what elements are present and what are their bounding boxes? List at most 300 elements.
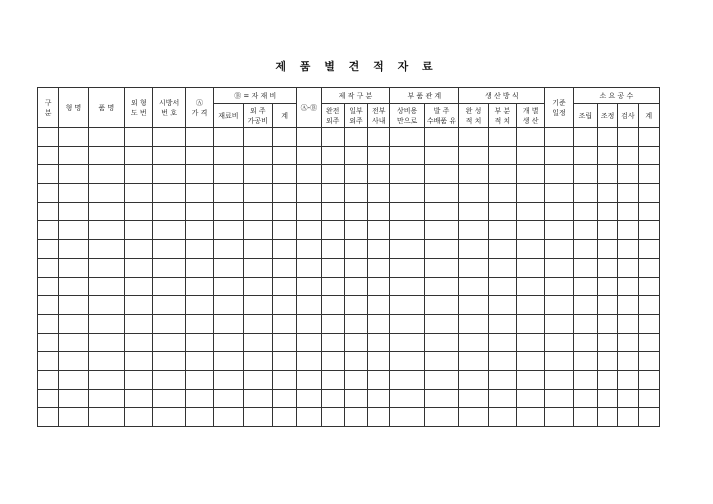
table-cell[interactable] — [297, 165, 321, 184]
table-cell[interactable] — [214, 258, 243, 277]
table-cell[interactable] — [88, 314, 124, 333]
table-cell[interactable] — [424, 258, 458, 277]
table-cell[interactable] — [243, 258, 272, 277]
table-cell[interactable] — [88, 296, 124, 315]
table-cell[interactable] — [424, 146, 458, 165]
table-cell[interactable] — [321, 184, 344, 203]
table-cell[interactable] — [488, 277, 516, 296]
table-cell[interactable] — [59, 352, 88, 371]
table-cell[interactable] — [125, 146, 153, 165]
table-cell[interactable] — [272, 333, 296, 352]
table-cell[interactable] — [185, 146, 213, 165]
table-cell[interactable] — [638, 370, 659, 389]
table-cell[interactable] — [638, 296, 659, 315]
table-cell[interactable] — [297, 370, 321, 389]
table-cell[interactable] — [344, 202, 367, 221]
table-cell[interactable] — [321, 277, 344, 296]
table-cell[interactable] — [153, 258, 185, 277]
table-cell[interactable] — [517, 202, 545, 221]
table-cell[interactable] — [573, 146, 597, 165]
table-cell[interactable] — [214, 146, 243, 165]
table-cell[interactable] — [153, 128, 185, 147]
table-cell[interactable] — [618, 258, 638, 277]
table-cell[interactable] — [598, 370, 618, 389]
table-cell[interactable] — [390, 389, 424, 408]
table-cell[interactable] — [59, 389, 88, 408]
table-cell[interactable] — [424, 165, 458, 184]
table-cell[interactable] — [545, 296, 573, 315]
table-cell[interactable] — [59, 165, 88, 184]
table-cell[interactable] — [272, 296, 296, 315]
table-cell[interactable] — [243, 296, 272, 315]
table-cell[interactable] — [243, 146, 272, 165]
table-cell[interactable] — [321, 370, 344, 389]
table-cell[interactable] — [125, 333, 153, 352]
table-cell[interactable] — [638, 165, 659, 184]
table-cell[interactable] — [214, 370, 243, 389]
table-cell[interactable] — [459, 128, 488, 147]
table-cell[interactable] — [545, 258, 573, 277]
table-cell[interactable] — [297, 352, 321, 371]
table-cell[interactable] — [185, 165, 213, 184]
table-cell[interactable] — [424, 240, 458, 259]
table-cell[interactable] — [618, 296, 638, 315]
table-cell[interactable] — [272, 221, 296, 240]
table-cell[interactable] — [214, 202, 243, 221]
table-cell[interactable] — [488, 370, 516, 389]
table-cell[interactable] — [424, 408, 458, 427]
table-cell[interactable] — [214, 389, 243, 408]
table-cell[interactable] — [368, 165, 390, 184]
table-cell[interactable] — [598, 352, 618, 371]
table-cell[interactable] — [59, 128, 88, 147]
table-cell[interactable] — [390, 408, 424, 427]
table-cell[interactable] — [321, 128, 344, 147]
table-cell[interactable] — [38, 202, 59, 221]
table-cell[interactable] — [573, 352, 597, 371]
table-cell[interactable] — [573, 333, 597, 352]
table-cell[interactable] — [459, 277, 488, 296]
table-cell[interactable] — [297, 296, 321, 315]
table-cell[interactable] — [618, 165, 638, 184]
table-cell[interactable] — [153, 146, 185, 165]
table-cell[interactable] — [185, 370, 213, 389]
table-cell[interactable] — [297, 184, 321, 203]
table-cell[interactable] — [424, 128, 458, 147]
table-cell[interactable] — [272, 184, 296, 203]
table-cell[interactable] — [243, 202, 272, 221]
table-cell[interactable] — [424, 389, 458, 408]
table-cell[interactable] — [297, 389, 321, 408]
table-cell[interactable] — [125, 370, 153, 389]
table-cell[interactable] — [297, 277, 321, 296]
table-cell[interactable] — [88, 128, 124, 147]
table-cell[interactable] — [368, 184, 390, 203]
table-cell[interactable] — [88, 184, 124, 203]
table-cell[interactable] — [638, 314, 659, 333]
table-cell[interactable] — [125, 202, 153, 221]
table-cell[interactable] — [545, 128, 573, 147]
table-cell[interactable] — [185, 352, 213, 371]
table-cell[interactable] — [459, 352, 488, 371]
table-cell[interactable] — [153, 184, 185, 203]
table-cell[interactable] — [598, 333, 618, 352]
table-cell[interactable] — [573, 408, 597, 427]
table-cell[interactable] — [243, 314, 272, 333]
table-cell[interactable] — [488, 184, 516, 203]
table-cell[interactable] — [59, 258, 88, 277]
table-cell[interactable] — [368, 370, 390, 389]
table-cell[interactable] — [390, 221, 424, 240]
table-cell[interactable] — [214, 296, 243, 315]
table-cell[interactable] — [368, 314, 390, 333]
table-cell[interactable] — [214, 221, 243, 240]
table-cell[interactable] — [390, 184, 424, 203]
table-cell[interactable] — [153, 202, 185, 221]
table-cell[interactable] — [243, 277, 272, 296]
table-cell[interactable] — [297, 314, 321, 333]
table-cell[interactable] — [390, 146, 424, 165]
table-cell[interactable] — [598, 221, 618, 240]
table-cell[interactable] — [573, 389, 597, 408]
table-cell[interactable] — [598, 165, 618, 184]
table-cell[interactable] — [618, 314, 638, 333]
table-cell[interactable] — [185, 258, 213, 277]
table-cell[interactable] — [88, 202, 124, 221]
table-cell[interactable] — [214, 333, 243, 352]
table-cell[interactable] — [59, 408, 88, 427]
table-cell[interactable] — [214, 128, 243, 147]
table-cell[interactable] — [125, 221, 153, 240]
table-cell[interactable] — [272, 128, 296, 147]
table-cell[interactable] — [488, 296, 516, 315]
table-cell[interactable] — [344, 296, 367, 315]
table-cell[interactable] — [517, 408, 545, 427]
table-cell[interactable] — [185, 128, 213, 147]
table-cell[interactable] — [214, 314, 243, 333]
table-cell[interactable] — [344, 146, 367, 165]
table-cell[interactable] — [638, 258, 659, 277]
table-cell[interactable] — [243, 408, 272, 427]
table-cell[interactable] — [344, 240, 367, 259]
table-cell[interactable] — [321, 408, 344, 427]
table-cell[interactable] — [598, 240, 618, 259]
table-cell[interactable] — [517, 352, 545, 371]
table-cell[interactable] — [459, 184, 488, 203]
table-cell[interactable] — [390, 333, 424, 352]
table-cell[interactable] — [38, 165, 59, 184]
table-cell[interactable] — [517, 333, 545, 352]
table-cell[interactable] — [488, 202, 516, 221]
table-cell[interactable] — [368, 408, 390, 427]
table-cell[interactable] — [59, 296, 88, 315]
table-cell[interactable] — [344, 352, 367, 371]
table-cell[interactable] — [368, 389, 390, 408]
table-cell[interactable] — [153, 165, 185, 184]
table-cell[interactable] — [368, 221, 390, 240]
table-cell[interactable] — [153, 277, 185, 296]
table-cell[interactable] — [321, 296, 344, 315]
table-cell[interactable] — [598, 202, 618, 221]
table-cell[interactable] — [598, 408, 618, 427]
table-cell[interactable] — [59, 370, 88, 389]
table-cell[interactable] — [38, 389, 59, 408]
table-cell[interactable] — [38, 184, 59, 203]
table-cell[interactable] — [573, 258, 597, 277]
table-cell[interactable] — [459, 333, 488, 352]
table-cell[interactable] — [59, 221, 88, 240]
table-cell[interactable] — [297, 408, 321, 427]
table-cell[interactable] — [368, 146, 390, 165]
table-cell[interactable] — [88, 277, 124, 296]
table-cell[interactable] — [344, 408, 367, 427]
table-cell[interactable] — [638, 408, 659, 427]
table-cell[interactable] — [424, 296, 458, 315]
table-cell[interactable] — [38, 277, 59, 296]
table-cell[interactable] — [618, 408, 638, 427]
table-cell[interactable] — [488, 240, 516, 259]
table-cell[interactable] — [59, 202, 88, 221]
table-cell[interactable] — [459, 146, 488, 165]
table-cell[interactable] — [368, 258, 390, 277]
table-cell[interactable] — [272, 314, 296, 333]
table-cell[interactable] — [598, 184, 618, 203]
table-cell[interactable] — [321, 314, 344, 333]
table-cell[interactable] — [344, 314, 367, 333]
table-cell[interactable] — [517, 314, 545, 333]
table-cell[interactable] — [38, 146, 59, 165]
table-cell[interactable] — [618, 240, 638, 259]
table-cell[interactable] — [321, 202, 344, 221]
table-cell[interactable] — [618, 221, 638, 240]
table-cell[interactable] — [545, 408, 573, 427]
table-cell[interactable] — [545, 165, 573, 184]
table-cell[interactable] — [459, 165, 488, 184]
table-cell[interactable] — [517, 277, 545, 296]
table-cell[interactable] — [88, 333, 124, 352]
table-cell[interactable] — [618, 184, 638, 203]
table-cell[interactable] — [185, 408, 213, 427]
table-cell[interactable] — [517, 128, 545, 147]
table-cell[interactable] — [272, 389, 296, 408]
table-cell[interactable] — [368, 277, 390, 296]
table-cell[interactable] — [390, 202, 424, 221]
table-cell[interactable] — [517, 370, 545, 389]
table-cell[interactable] — [38, 128, 59, 147]
table-cell[interactable] — [243, 221, 272, 240]
table-cell[interactable] — [545, 333, 573, 352]
table-cell[interactable] — [272, 352, 296, 371]
table-cell[interactable] — [153, 370, 185, 389]
table-cell[interactable] — [153, 296, 185, 315]
table-cell[interactable] — [638, 221, 659, 240]
table-cell[interactable] — [243, 333, 272, 352]
table-cell[interactable] — [424, 221, 458, 240]
table-cell[interactable] — [573, 240, 597, 259]
table-cell[interactable] — [618, 389, 638, 408]
table-cell[interactable] — [59, 333, 88, 352]
table-cell[interactable] — [598, 296, 618, 315]
table-cell[interactable] — [368, 333, 390, 352]
table-cell[interactable] — [459, 221, 488, 240]
table-cell[interactable] — [88, 352, 124, 371]
table-cell[interactable] — [459, 370, 488, 389]
table-cell[interactable] — [153, 240, 185, 259]
table-cell[interactable] — [59, 240, 88, 259]
table-cell[interactable] — [38, 408, 59, 427]
table-cell[interactable] — [618, 370, 638, 389]
table-cell[interactable] — [185, 314, 213, 333]
table-cell[interactable] — [517, 258, 545, 277]
table-cell[interactable] — [344, 370, 367, 389]
table-cell[interactable] — [638, 184, 659, 203]
table-cell[interactable] — [88, 240, 124, 259]
table-cell[interactable] — [545, 370, 573, 389]
table-cell[interactable] — [88, 370, 124, 389]
table-cell[interactable] — [618, 352, 638, 371]
table-cell[interactable] — [638, 277, 659, 296]
table-cell[interactable] — [638, 128, 659, 147]
table-cell[interactable] — [459, 389, 488, 408]
table-cell[interactable] — [185, 202, 213, 221]
table-cell[interactable] — [88, 258, 124, 277]
table-cell[interactable] — [125, 408, 153, 427]
table-cell[interactable] — [272, 277, 296, 296]
table-cell[interactable] — [185, 184, 213, 203]
table-cell[interactable] — [459, 258, 488, 277]
table-cell[interactable] — [545, 202, 573, 221]
table-cell[interactable] — [488, 146, 516, 165]
table-cell[interactable] — [297, 146, 321, 165]
table-cell[interactable] — [185, 296, 213, 315]
table-cell[interactable] — [243, 352, 272, 371]
table-cell[interactable] — [38, 370, 59, 389]
table-cell[interactable] — [321, 221, 344, 240]
table-cell[interactable] — [125, 277, 153, 296]
table-cell[interactable] — [618, 146, 638, 165]
table-cell[interactable] — [38, 333, 59, 352]
table-cell[interactable] — [488, 352, 516, 371]
table-cell[interactable] — [517, 165, 545, 184]
table-cell[interactable] — [125, 258, 153, 277]
table-cell[interactable] — [125, 352, 153, 371]
table-cell[interactable] — [214, 408, 243, 427]
table-cell[interactable] — [638, 240, 659, 259]
table-cell[interactable] — [390, 296, 424, 315]
table-cell[interactable] — [125, 296, 153, 315]
table-cell[interactable] — [517, 184, 545, 203]
table-cell[interactable] — [185, 333, 213, 352]
table-cell[interactable] — [545, 221, 573, 240]
table-cell[interactable] — [368, 296, 390, 315]
table-cell[interactable] — [488, 389, 516, 408]
table-cell[interactable] — [517, 146, 545, 165]
table-cell[interactable] — [153, 314, 185, 333]
table-cell[interactable] — [545, 277, 573, 296]
table-cell[interactable] — [297, 240, 321, 259]
table-cell[interactable] — [214, 165, 243, 184]
table-cell[interactable] — [638, 352, 659, 371]
table-cell[interactable] — [459, 314, 488, 333]
table-cell[interactable] — [390, 258, 424, 277]
table-cell[interactable] — [272, 258, 296, 277]
table-cell[interactable] — [321, 352, 344, 371]
table-cell[interactable] — [125, 165, 153, 184]
table-cell[interactable] — [88, 165, 124, 184]
table-cell[interactable] — [344, 258, 367, 277]
table-cell[interactable] — [153, 333, 185, 352]
table-cell[interactable] — [390, 277, 424, 296]
table-cell[interactable] — [598, 128, 618, 147]
table-cell[interactable] — [488, 333, 516, 352]
table-cell[interactable] — [243, 389, 272, 408]
table-cell[interactable] — [618, 333, 638, 352]
table-cell[interactable] — [214, 184, 243, 203]
table-cell[interactable] — [638, 389, 659, 408]
table-cell[interactable] — [424, 202, 458, 221]
table-cell[interactable] — [517, 221, 545, 240]
table-cell[interactable] — [321, 146, 344, 165]
table-cell[interactable] — [297, 128, 321, 147]
table-cell[interactable] — [573, 277, 597, 296]
table-cell[interactable] — [424, 333, 458, 352]
table-cell[interactable] — [459, 296, 488, 315]
table-cell[interactable] — [344, 165, 367, 184]
table-cell[interactable] — [488, 408, 516, 427]
table-cell[interactable] — [424, 184, 458, 203]
table-cell[interactable] — [598, 258, 618, 277]
table-cell[interactable] — [390, 352, 424, 371]
table-cell[interactable] — [344, 389, 367, 408]
table-cell[interactable] — [297, 258, 321, 277]
table-cell[interactable] — [88, 221, 124, 240]
table-cell[interactable] — [272, 240, 296, 259]
table-cell[interactable] — [517, 389, 545, 408]
table-cell[interactable] — [153, 408, 185, 427]
table-cell[interactable] — [545, 352, 573, 371]
table-cell[interactable] — [638, 333, 659, 352]
table-cell[interactable] — [390, 370, 424, 389]
table-cell[interactable] — [573, 128, 597, 147]
table-cell[interactable] — [344, 277, 367, 296]
table-cell[interactable] — [390, 240, 424, 259]
table-cell[interactable] — [185, 389, 213, 408]
table-cell[interactable] — [545, 314, 573, 333]
table-cell[interactable] — [368, 128, 390, 147]
table-cell[interactable] — [488, 258, 516, 277]
table-cell[interactable] — [573, 221, 597, 240]
table-cell[interactable] — [618, 202, 638, 221]
table-cell[interactable] — [545, 184, 573, 203]
table-cell[interactable] — [424, 314, 458, 333]
table-cell[interactable] — [344, 333, 367, 352]
table-cell[interactable] — [424, 370, 458, 389]
table-cell[interactable] — [390, 314, 424, 333]
table-cell[interactable] — [488, 314, 516, 333]
table-cell[interactable] — [243, 240, 272, 259]
table-cell[interactable] — [214, 277, 243, 296]
table-cell[interactable] — [125, 389, 153, 408]
table-cell[interactable] — [545, 240, 573, 259]
table-cell[interactable] — [598, 277, 618, 296]
table-cell[interactable] — [344, 221, 367, 240]
table-cell[interactable] — [125, 184, 153, 203]
table-cell[interactable] — [488, 221, 516, 240]
table-cell[interactable] — [545, 389, 573, 408]
table-cell[interactable] — [321, 389, 344, 408]
table-cell[interactable] — [88, 146, 124, 165]
table-cell[interactable] — [459, 240, 488, 259]
